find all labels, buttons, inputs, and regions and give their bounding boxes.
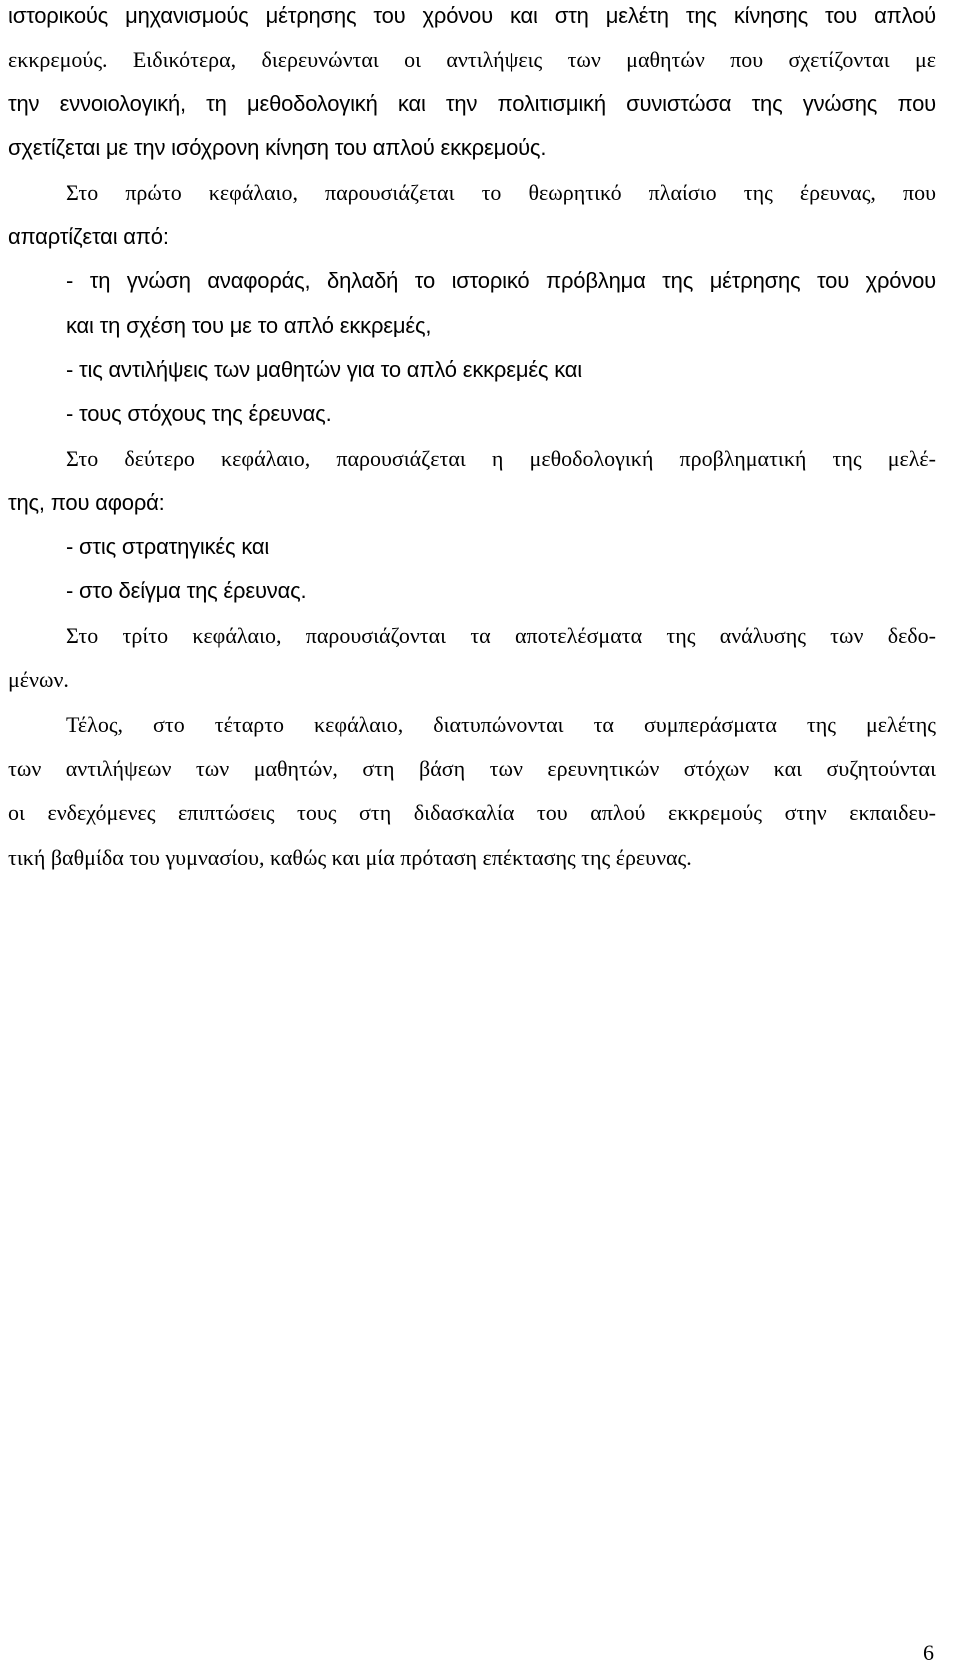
text-line: οι ενδεχόμενες επιπτώσεις τους στη διδασκαλία του απλού εκκρεμούς στην εκπαιδευ- (8, 800, 936, 825)
paragraph-start: Στο τρίτο κεφάλαιο, παρουσιάζονται τα αποτελέσματα της ανάλυσης των δεδο- (66, 623, 936, 648)
list-item-continuation: και τη σχέση του με το απλό εκκρεμές, (66, 313, 432, 338)
list-item: - τις αντιλήψεις των μαθητών για το απλό εκκρεμές και (66, 357, 582, 382)
paragraph-start: Στο δεύτερο κεφάλαιο, παρουσιάζεται η μεθοδολογική προβληματική της μελέ- (66, 446, 936, 471)
list-item: - τη γνώση αναφοράς, δηλαδή το ιστορικό πρόβλημα της μέτρησης του χρόνου (66, 268, 936, 293)
text-line: σχετίζεται με την ισόχρονη κίνηση του απλού εκκρεμούς. (8, 135, 547, 160)
paragraph-start: Τέλος, στο τέταρτο κεφάλαιο, διατυπώνονται τα συμπεράσματα της μελέτης (66, 712, 936, 737)
text-line: μένων. (8, 667, 69, 692)
text-line: εκκρεμούς. Ειδικότερα, διερευνώνται οι αντιλήψεις των μαθητών που σχετίζονται με (8, 47, 936, 72)
text-line: την εννοιολογική, τη μεθοδολογική και την πολιτισμική συνιστώσα της γνώσης που (8, 91, 936, 116)
list-item: - στο δείγμα της έρευνας. (66, 578, 307, 603)
text-line: των αντιλήψεων των μαθητών, στη βάση των ερευνητικών στόχων και συζητούνται (8, 756, 936, 781)
paragraph-start: Στο πρώτο κεφάλαιο, παρουσιάζεται το θεωρητικό πλαίσιο της έρευνας, που (66, 180, 936, 205)
text-line: της, που αφορά: (8, 490, 165, 515)
text-line: ιστορικούς μηχανισμούς μέτρησης του χρόνου και στη μελέτη της κίνησης του απλού (8, 3, 936, 28)
list-item: - τους στόχους της έρευνας. (66, 401, 332, 426)
text-line: απαρτίζεται από: (8, 224, 169, 249)
list-item: - στις στρατηγικές και (66, 534, 270, 559)
text-line: τική βαθμίδα του γυμνασίου, καθώς και μία πρόταση επέκτασης της έρευνας. (8, 845, 692, 870)
page-number: 6 (923, 1640, 934, 1665)
